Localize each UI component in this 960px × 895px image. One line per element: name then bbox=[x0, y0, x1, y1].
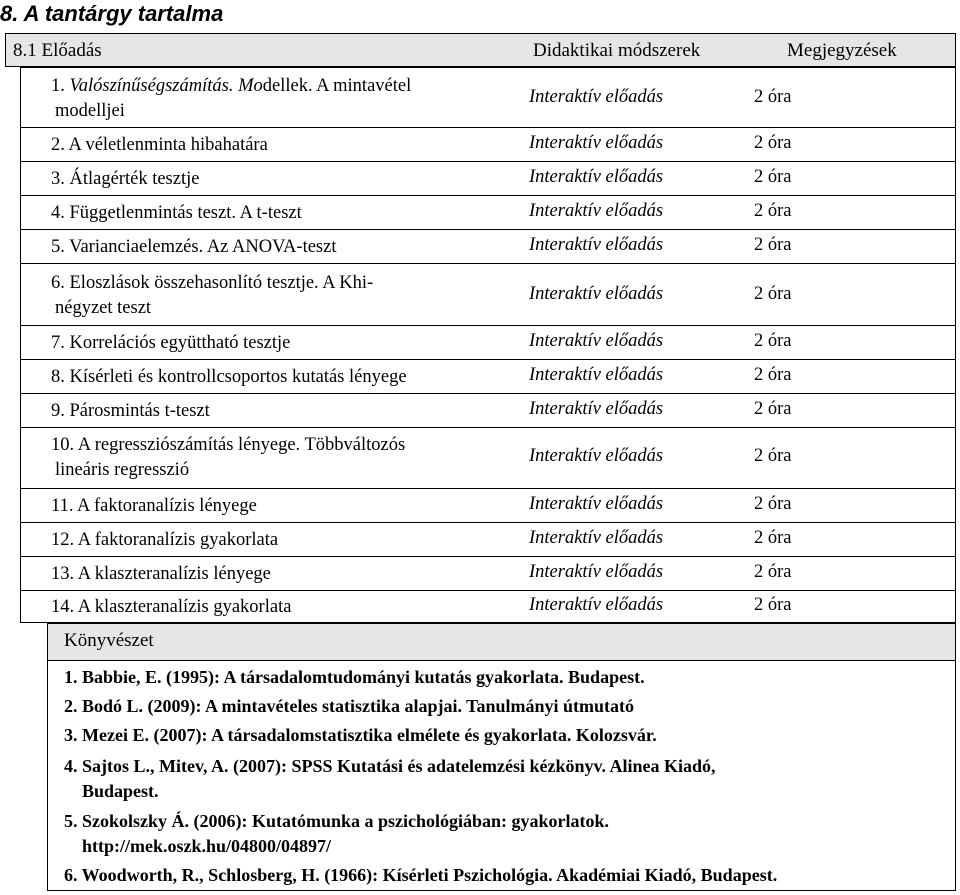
lecture-time: 2 óra bbox=[754, 331, 792, 351]
table-row bbox=[20, 128, 956, 162]
table-row bbox=[20, 394, 956, 428]
lecture-method: Interaktív előadás bbox=[529, 331, 664, 351]
reference-link[interactable]: http://mek.oszk.hu/04800/04897/ bbox=[82, 836, 332, 856]
bibliography-header bbox=[47, 623, 956, 661]
lecture-method: Interaktív előadás bbox=[529, 595, 664, 615]
lecture-method: Interaktív előadás bbox=[529, 494, 664, 514]
reference-item: 1. Babbie, E. (1995): A társadalomtudományi kutatás gyakorlata. Budapest. bbox=[64, 667, 645, 687]
lecture-title-line2: modelljei bbox=[55, 101, 125, 121]
lecture-time: 2 óra bbox=[754, 235, 792, 255]
lecture-method: Interaktív előadás bbox=[529, 167, 664, 187]
lecture-title: 4. Függetlenmintás teszt. A t-teszt bbox=[51, 203, 302, 223]
lecture-method: Interaktív előadás bbox=[529, 528, 664, 548]
reference-item: 5. Szokolszky Á. (2006): Kutatómunka a pszichológiában: gyakorlatok. bbox=[64, 811, 610, 831]
lecture-time: 2 óra bbox=[754, 399, 792, 419]
lecture-method: Interaktív előadás bbox=[529, 446, 664, 466]
lecture-time: 2 óra bbox=[754, 167, 792, 187]
lecture-method: Interaktív előadás bbox=[529, 87, 664, 107]
table-row bbox=[20, 489, 956, 523]
reference-item: 6. Woodworth, R., Schlosberg, H. (1966): Kísérleti Pszichológia. Akadémiai Kiadó, Budapest. bbox=[64, 865, 778, 885]
lecture-method: Interaktív előadás bbox=[529, 284, 664, 304]
bibliography-list bbox=[47, 661, 956, 891]
lecture-title: 10. A regressziószámítás lényege. Többváltozós bbox=[51, 435, 406, 455]
lecture-title: 3. Átlagérték tesztje bbox=[51, 169, 200, 189]
lecture-title: 14. A klaszteranalízis gyakorlata bbox=[51, 597, 292, 617]
lecture-time: 2 óra bbox=[754, 201, 792, 221]
lecture-title: 2. A véletlenminta hibahatára bbox=[51, 135, 268, 155]
lecture-method: Interaktív előadás bbox=[529, 399, 664, 419]
lecture-title: 12. A faktoranalízis gyakorlata bbox=[51, 530, 279, 550]
lecture-title-line2: lineáris regresszió bbox=[55, 460, 190, 480]
lecture-title: 5. Varianciaelemzés. Az ANOVA-teszt bbox=[51, 237, 337, 257]
section-heading: 8. A tantárgy tartalma bbox=[0, 1, 224, 26]
lecture-title: 6. Eloszlások összehasonlító tesztje. A Khi- bbox=[51, 273, 374, 293]
table-row bbox=[20, 591, 956, 623]
lecture-method: Interaktív előadás bbox=[529, 365, 664, 385]
reference-item-line2: Budapest. bbox=[82, 781, 159, 801]
lecture-time: 2 óra bbox=[754, 446, 792, 466]
lecture-title: 1. Valószínűségszámítás. Modellek. A mintavétel bbox=[51, 76, 412, 96]
lecture-title: 7. Korrelációs együttható tesztje bbox=[51, 333, 291, 353]
lecture-time: 2 óra bbox=[754, 87, 792, 107]
lecture-time: 2 óra bbox=[754, 365, 792, 385]
reference-item: 3. Mezei E. (2007): A társadalomstatisztika elmélete és gyakorlata. Kolozsvár. bbox=[64, 725, 657, 745]
reference-item: 4. Sajtos L., Mitev, A. (2007): SPSS Kutatási és adatelemzési kézkönyv. Alinea Kiadó, bbox=[64, 756, 716, 776]
table-row bbox=[20, 264, 956, 326]
lecture-method: Interaktív előadás bbox=[529, 133, 664, 153]
lecture-time: 2 óra bbox=[754, 562, 792, 582]
lecture-title: 9. Párosmintás t-teszt bbox=[51, 401, 210, 421]
table-row bbox=[20, 162, 956, 196]
lecture-time: 2 óra bbox=[754, 284, 792, 304]
table-row bbox=[20, 196, 956, 230]
table-row bbox=[20, 326, 956, 360]
lecture-time: 2 óra bbox=[754, 595, 792, 615]
table-row bbox=[20, 230, 956, 264]
header-didactic-methods: Didaktikai módszerek bbox=[533, 40, 701, 61]
bibliography-title: Könyvészet bbox=[64, 630, 154, 651]
table-header-row bbox=[5, 33, 956, 67]
lecture-method: Interaktív előadás bbox=[529, 235, 664, 255]
lecture-title-line2: négyzet teszt bbox=[55, 298, 152, 318]
lecture-time: 2 óra bbox=[754, 133, 792, 153]
reference-item: 2. Bodó L. (2009): A mintavételes statisztika alapjai. Tanulmányi útmutató bbox=[64, 696, 635, 716]
table-row bbox=[20, 428, 956, 489]
table-row bbox=[20, 523, 956, 557]
table-row bbox=[20, 67, 956, 128]
table-row bbox=[20, 360, 956, 394]
lecture-method: Interaktív előadás bbox=[529, 201, 664, 221]
lecture-title: 11. A faktoranalízis lényege bbox=[51, 496, 257, 516]
lecture-time: 2 óra bbox=[754, 494, 792, 514]
header-lecture: 8.1 Előadás bbox=[13, 40, 102, 61]
lecture-title: 13. A klaszteranalízis lényege bbox=[51, 564, 271, 584]
lecture-method: Interaktív előadás bbox=[529, 562, 664, 582]
table-row bbox=[20, 557, 956, 591]
header-notes: Megjegyzések bbox=[787, 40, 897, 61]
lecture-time: 2 óra bbox=[754, 528, 792, 548]
lecture-title: 8. Kísérleti és kontrollcsoportos kutatás lényege bbox=[51, 367, 407, 387]
